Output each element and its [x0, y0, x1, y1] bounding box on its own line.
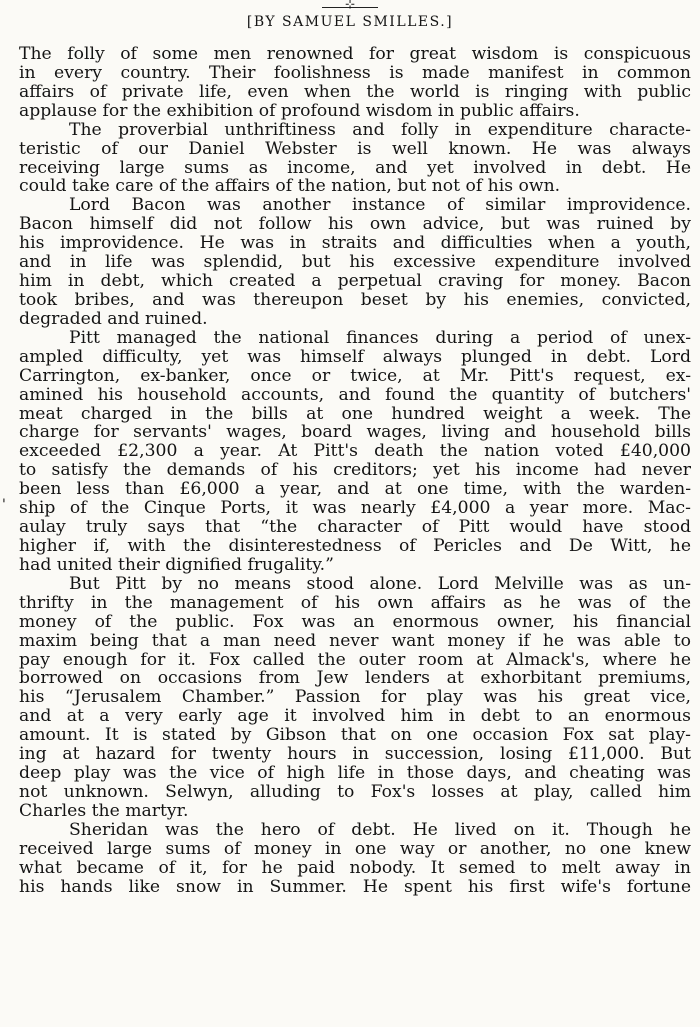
byline: [BY SAMUEL SMILLES.] — [246, 14, 454, 30]
text-line: aulay truly says that “the character of Pitt would have stood — [19, 517, 691, 538]
text-line: But Pitt by no means stood alone. Lord Melville was as un- — [69, 573, 691, 594]
text-line: been less than £6,000 a year, and at one time, with the warden- — [19, 479, 691, 500]
text-line: affairs of private life, even when the world is ringing with public — [19, 81, 691, 102]
text-line: pay enough for it. Fox called the outer room at Almack's, where he — [19, 649, 691, 670]
text-line: charge for servants' wages, board wages, living and household bills — [19, 422, 691, 443]
paragraph — [19, 329, 691, 575]
text-line: received large sums of money in one way or another, no one knew — [19, 838, 691, 859]
text-line: in every country. Their foolishness is made manifest in common — [19, 62, 691, 83]
paragraph — [19, 575, 691, 821]
text-line: ship of the Cinque Ports, it was nearly £4,000 a year more. Mac- — [19, 498, 691, 519]
paragraph — [19, 196, 691, 328]
article-body — [19, 45, 691, 896]
text-line: Carrington, ex-banker, once or twice, at Mr. Pitt's request, ex- — [19, 365, 691, 386]
text-line: borrowed on occasions from Jew lenders at exhorbitant premiums, — [19, 668, 691, 689]
text-line: applause for the exhibition of profound wisdom in public affairs. — [19, 100, 580, 121]
text-line: degraded and ruined. — [19, 308, 208, 329]
text-line: him in debt, which created a perpetual craving for money. Bacon — [19, 271, 691, 292]
text-line: and in life was splendid, but his excessive expenditure involved — [19, 252, 691, 273]
margin-mark: ' — [2, 497, 6, 513]
text-line: had united their dignified frugality.” — [19, 554, 334, 575]
text-line: teristic of our Daniel Webster is well known. He was always — [19, 138, 691, 159]
text-line: could take care of the affairs of the nation, but not of his own. — [19, 176, 561, 197]
text-line: The folly of some men renowned for great wisdom is conspicuous — [19, 44, 691, 64]
text-line: amount. It is stated by Gibson that on one occasion Fox sat play- — [19, 725, 691, 746]
text-line: thrifty in the management of his own affairs as he was of the — [19, 592, 691, 613]
paragraph — [19, 121, 691, 197]
text-line: ampled difficulty, yet was himself always plunged in debt. Lord — [19, 346, 691, 367]
text-line: exceeded £2,300 a year. At Pitt's death the nation voted £40,000 — [19, 441, 691, 462]
text-line: Bacon himself did not follow his own advice, but was ruined by — [19, 214, 691, 235]
text-line: not unknown. Selwyn, alluding to Fox's losses at play, called him — [19, 781, 691, 802]
text-line: his improvidence. He was in straits and difficulties when a youth, — [19, 233, 691, 254]
text-line: to satisfy the demands of his creditors; yet his income had never — [19, 460, 691, 481]
text-line: higher if, with the disinterestedness of Pericles and De Witt, he — [19, 535, 691, 556]
text-line: Lord Bacon was another instance of similar improvidence. — [69, 195, 691, 216]
text-line: maxim being that a man need never want money if he was able to — [19, 630, 691, 651]
text-line: and at a very early age it involved him in debt to an enormous — [19, 706, 691, 727]
text-line: The proverbial unthriftiness and folly in expenditure characte- — [69, 119, 691, 140]
ornament-glyph: ⊹ — [344, 0, 356, 11]
text-line: money of the public. Fox was an enormous owner, his financial — [19, 611, 691, 632]
text-line: his hands like snow in Summer. He spent his first wife's fortune — [19, 876, 691, 897]
text-line: Pitt managed the national finances during a period of unex- — [69, 327, 691, 348]
text-line: ing at hazard for twenty hours in succession, losing £11,000. But — [19, 744, 691, 765]
text-line: deep play was the vice of high life in those days, and cheating was — [19, 763, 691, 784]
paragraph — [19, 821, 691, 897]
text-line: Sheridan was the hero of debt. He lived on it. Though he — [69, 819, 691, 840]
text-line: took bribes, and was thereupon beset by his enemies, convicted, — [19, 289, 691, 310]
text-line: receiving large sums as income, and yet involved in debt. He — [19, 157, 691, 178]
text-line: Charles the martyr. — [19, 800, 189, 821]
text-line: meat charged in the bills at one hundred weight a week. The — [19, 403, 691, 424]
text-line: what became of it, for he paid nobody. It semed to melt away in — [19, 857, 691, 878]
text-line: his “Jerusalem Chamber.” Passion for play was his great vice, — [19, 687, 691, 708]
text-line: amined his household accounts, and found the quantity of butchers' — [19, 384, 691, 405]
paragraph — [19, 45, 691, 121]
